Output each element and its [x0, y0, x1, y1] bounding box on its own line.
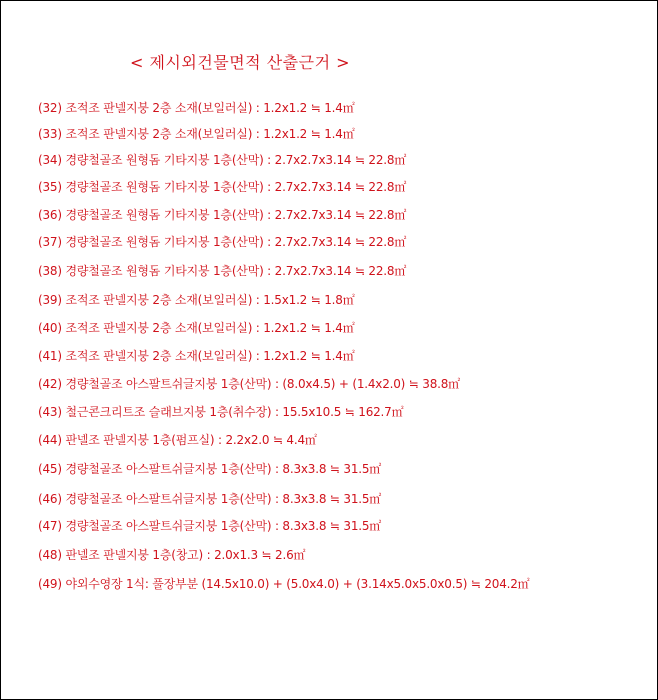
list-item: (36) 경량철골조 원형돔 기타지붕 1층(산막) : 2.7x2.7x3.14 ≒ 22.8㎡: [38, 208, 407, 222]
list-item: (35) 경량철골조 원형돔 기타지붕 1층(산막) : 2.7x2.7x3.14 ≒ 22.8㎡: [38, 180, 407, 194]
list-item: (45) 경량철골조 아스팔트쉬글지붕 1층(산막) : 8.3x3.8 ≒ 31.5㎡: [38, 462, 382, 476]
list-item: (37) 경량철골조 원형돔 기타지붕 1층(산막) : 2.7x2.7x3.14 ≒ 22.8㎡: [38, 235, 407, 249]
list-item: (33) 조적조 판넬지붕 2층 소재(보일러실) : 1.2x1.2 ≒ 1.4㎡: [38, 127, 355, 141]
list-item: (42) 경량철골조 아스팔트쉬글지붕 1층(산막) : (8.0x4.5) + (1.4x2.0) ≒ 38.8㎡: [38, 377, 460, 391]
list-item: (49) 야외수영장 1식: 풀장부분 (14.5x10.0) + (5.0x4.0) + (3.14x5.0x5.0x0.5) ≒ 204.2㎡: [38, 577, 530, 591]
list-item: (40) 조적조 판넬지붕 2층 소재(보일러실) : 1.2x1.2 ≒ 1.4㎡: [38, 321, 355, 335]
list-item: (39) 조적조 판넬지붕 2층 소재(보일러실) : 1.5x1.2 ≒ 1.8㎡: [38, 293, 355, 307]
list-item: (34) 경량철골조 원형돔 기타지붕 1층(산막) : 2.7x2.7x3.14 ≒ 22.8㎡: [38, 153, 407, 167]
list-item: (32) 조적조 판넬지붕 2층 소재(보일러실) : 1.2x1.2 ≒ 1.4㎡: [38, 101, 355, 115]
list-item: (41) 조적조 판넬지붕 2층 소재(보일러실) : 1.2x1.2 ≒ 1.4㎡: [38, 349, 355, 363]
list-item: (44) 판넬조 판넬지붕 1층(펌프실) : 2.2x2.0 ≒ 4.4㎡: [38, 433, 317, 447]
list-item: (48) 판넬조 판넬지붕 1층(창고) : 2.0x1.3 ≒ 2.6㎡: [38, 548, 306, 562]
list-item: (46) 경량철골조 아스팔트쉬글지붕 1층(산막) : 8.3x3.8 ≒ 31.5㎡: [38, 492, 382, 506]
list-item: (43) 철근콘크리트조 슬래브지붕 1층(취수장) : 15.5x10.5 ≒ 162.7㎡: [38, 405, 404, 419]
list-item: (38) 경량철골조 원형돔 기타지붕 1층(산막) : 2.7x2.7x3.14 ≒ 22.8㎡: [38, 264, 407, 278]
document-title: < 제시외건물면적 산출근거 >: [129, 53, 351, 72]
list-item: (47) 경량철골조 아스팔트쉬글지붕 1층(산막) : 8.3x3.8 ≒ 31.5㎡: [38, 519, 382, 533]
